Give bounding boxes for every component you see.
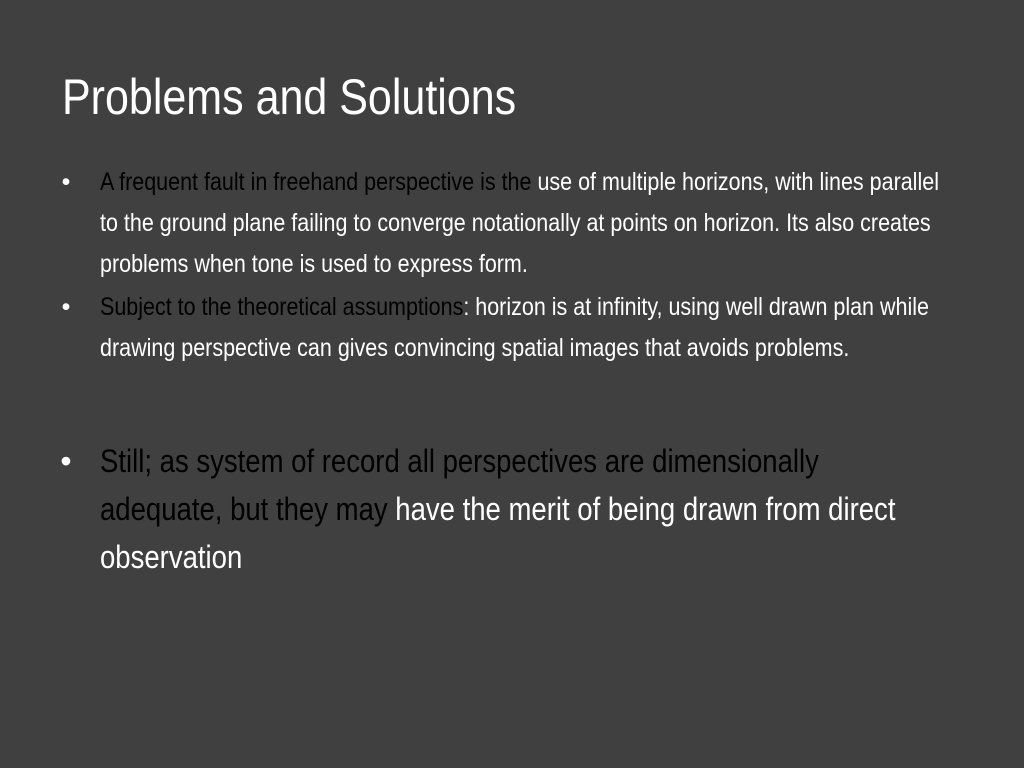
bullet-item-1 <box>56 162 956 285</box>
bullet-marker: • <box>60 443 72 479</box>
bullet-text <box>100 437 926 581</box>
bullet-marker: • <box>61 293 71 321</box>
bullet-text-dark: Subject to the theoretical assumptions <box>100 293 464 321</box>
bullet-text <box>100 162 960 285</box>
bullet-item-3 <box>56 437 956 581</box>
bullet-text-light: have the merit of being drawn from direct observation <box>100 491 896 575</box>
bullet-item-2 <box>56 287 956 369</box>
bullet-text-light: : horizon is at infinity, using well drawn plan while drawing perspective can gives convincing spatial images that avoids problems. <box>100 293 929 362</box>
bullet-text <box>100 287 960 369</box>
bullet-list <box>56 162 956 581</box>
bullet-text-dark: Still; as system of record all perspectives are dimensionally adequate, but they may <box>100 443 819 527</box>
slide-title: Problems and Solutions <box>62 69 517 125</box>
bullet-text-dark: A frequent fault in freehand perspective is the <box>100 168 538 196</box>
bullet-text-light: use of multiple horizons, with lines parallel to the ground plane failing to converge notationally at points on horizon. Its also creates problems when tone is used to express form. <box>100 168 939 278</box>
bullet-marker: • <box>61 168 71 196</box>
